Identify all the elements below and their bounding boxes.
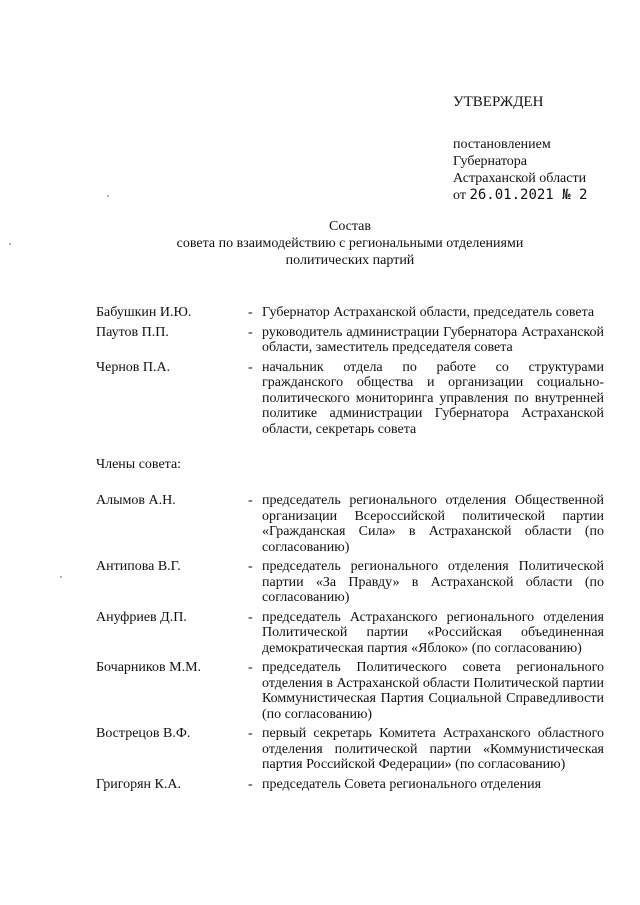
person-row: [96, 493, 604, 555]
person-row: [96, 360, 604, 438]
person-name: Чернов П.А.: [96, 359, 171, 375]
person-row: [96, 325, 604, 356]
scan-speck: [107, 195, 109, 197]
date-stamp: 26.01.2021 № 2: [469, 187, 588, 203]
person-role: председатель регионального отделения Общественной организации Всероссийской политической партии «Гражданская Сила» в Астраханской области (по согласованию): [262, 493, 604, 555]
person-dash: -: [248, 305, 253, 320]
person-name: Ануфриев Д.П.: [96, 609, 187, 625]
title-line: Состав: [328, 219, 371, 234]
person-row: [96, 305, 604, 321]
person-role: начальник отдела по работе со структурами гражданского общества и организации социально-политического мониторинга управления по внутренней политике администрации Губернатора Астраханской области, секретарь совета: [262, 359, 604, 437]
title-line: совета по взаимодействию с региональными отделениями: [176, 236, 524, 251]
person-dash: -: [248, 660, 253, 675]
person-row: [96, 610, 604, 657]
person-dash: -: [248, 493, 253, 508]
person-role: председатель Политического совета регионального отделения в Астраханской области Политической партии Коммунистическая Партия Социальной Справедливости (по согласованию): [262, 660, 604, 722]
person-name: Вострецов В.Ф.: [96, 726, 191, 741]
person-role: первый секретарь Комитета Астраханского областного отделения политической партии «Коммунистическая партия Российской Федерации» (по согласованию): [262, 726, 604, 772]
person-dash: -: [248, 324, 253, 340]
scan-speck: [60, 576, 62, 578]
person-name: Бочарников М.М.: [96, 660, 202, 675]
approval-block: [453, 94, 633, 204]
person-role: Губернатор Астраханской области, председатель совета: [262, 305, 595, 320]
approval-heading: УТВЕРЖДЕН: [453, 94, 544, 110]
person-dash: -: [248, 559, 253, 574]
person-dash: -: [248, 726, 253, 741]
scan-speck: [9, 243, 11, 245]
person-row: [96, 726, 604, 773]
person-row: [96, 777, 604, 793]
approval-line: Губернатора: [453, 154, 528, 169]
title-line: политических партий: [285, 253, 415, 268]
date-prefix: от: [453, 188, 466, 203]
approval-line: постановлением: [453, 137, 551, 152]
person-dash: -: [248, 776, 253, 792]
person-name: Бабушкин И.Ю.: [96, 305, 192, 320]
person-role: председатель Совета регионального отделения: [262, 776, 542, 792]
person-name: Паутов П.П.: [96, 324, 169, 340]
person-name: Григорян К.А.: [96, 776, 181, 792]
members-section: [96, 493, 604, 792]
approval-date: [453, 187, 633, 204]
person-row: [96, 559, 604, 606]
person-name: Алымов А.Н.: [96, 493, 176, 508]
person-dash: -: [248, 359, 253, 375]
approval-line: Астраханской области: [453, 171, 587, 186]
person-role: руководитель администрации Губернатора Астраханской области, заместитель председателя совета: [262, 324, 604, 355]
leadership-section: [96, 305, 604, 437]
person-role: председатель Астраханского регионального отделения Политической партии «Российская объединенная демократическая партия «Яблоко» (по согласованию): [262, 609, 604, 656]
document-title: [150, 218, 550, 269]
composition-list: [96, 305, 604, 796]
person-name: Антипова В.Г.: [96, 559, 181, 574]
person-row: [96, 660, 604, 722]
person-dash: -: [248, 609, 253, 625]
person-role: председатель регионального отделения Политической партии «За Правду» в Астраханской области (по согласованию): [262, 559, 604, 605]
members-label: Члены совета:: [96, 457, 182, 472]
